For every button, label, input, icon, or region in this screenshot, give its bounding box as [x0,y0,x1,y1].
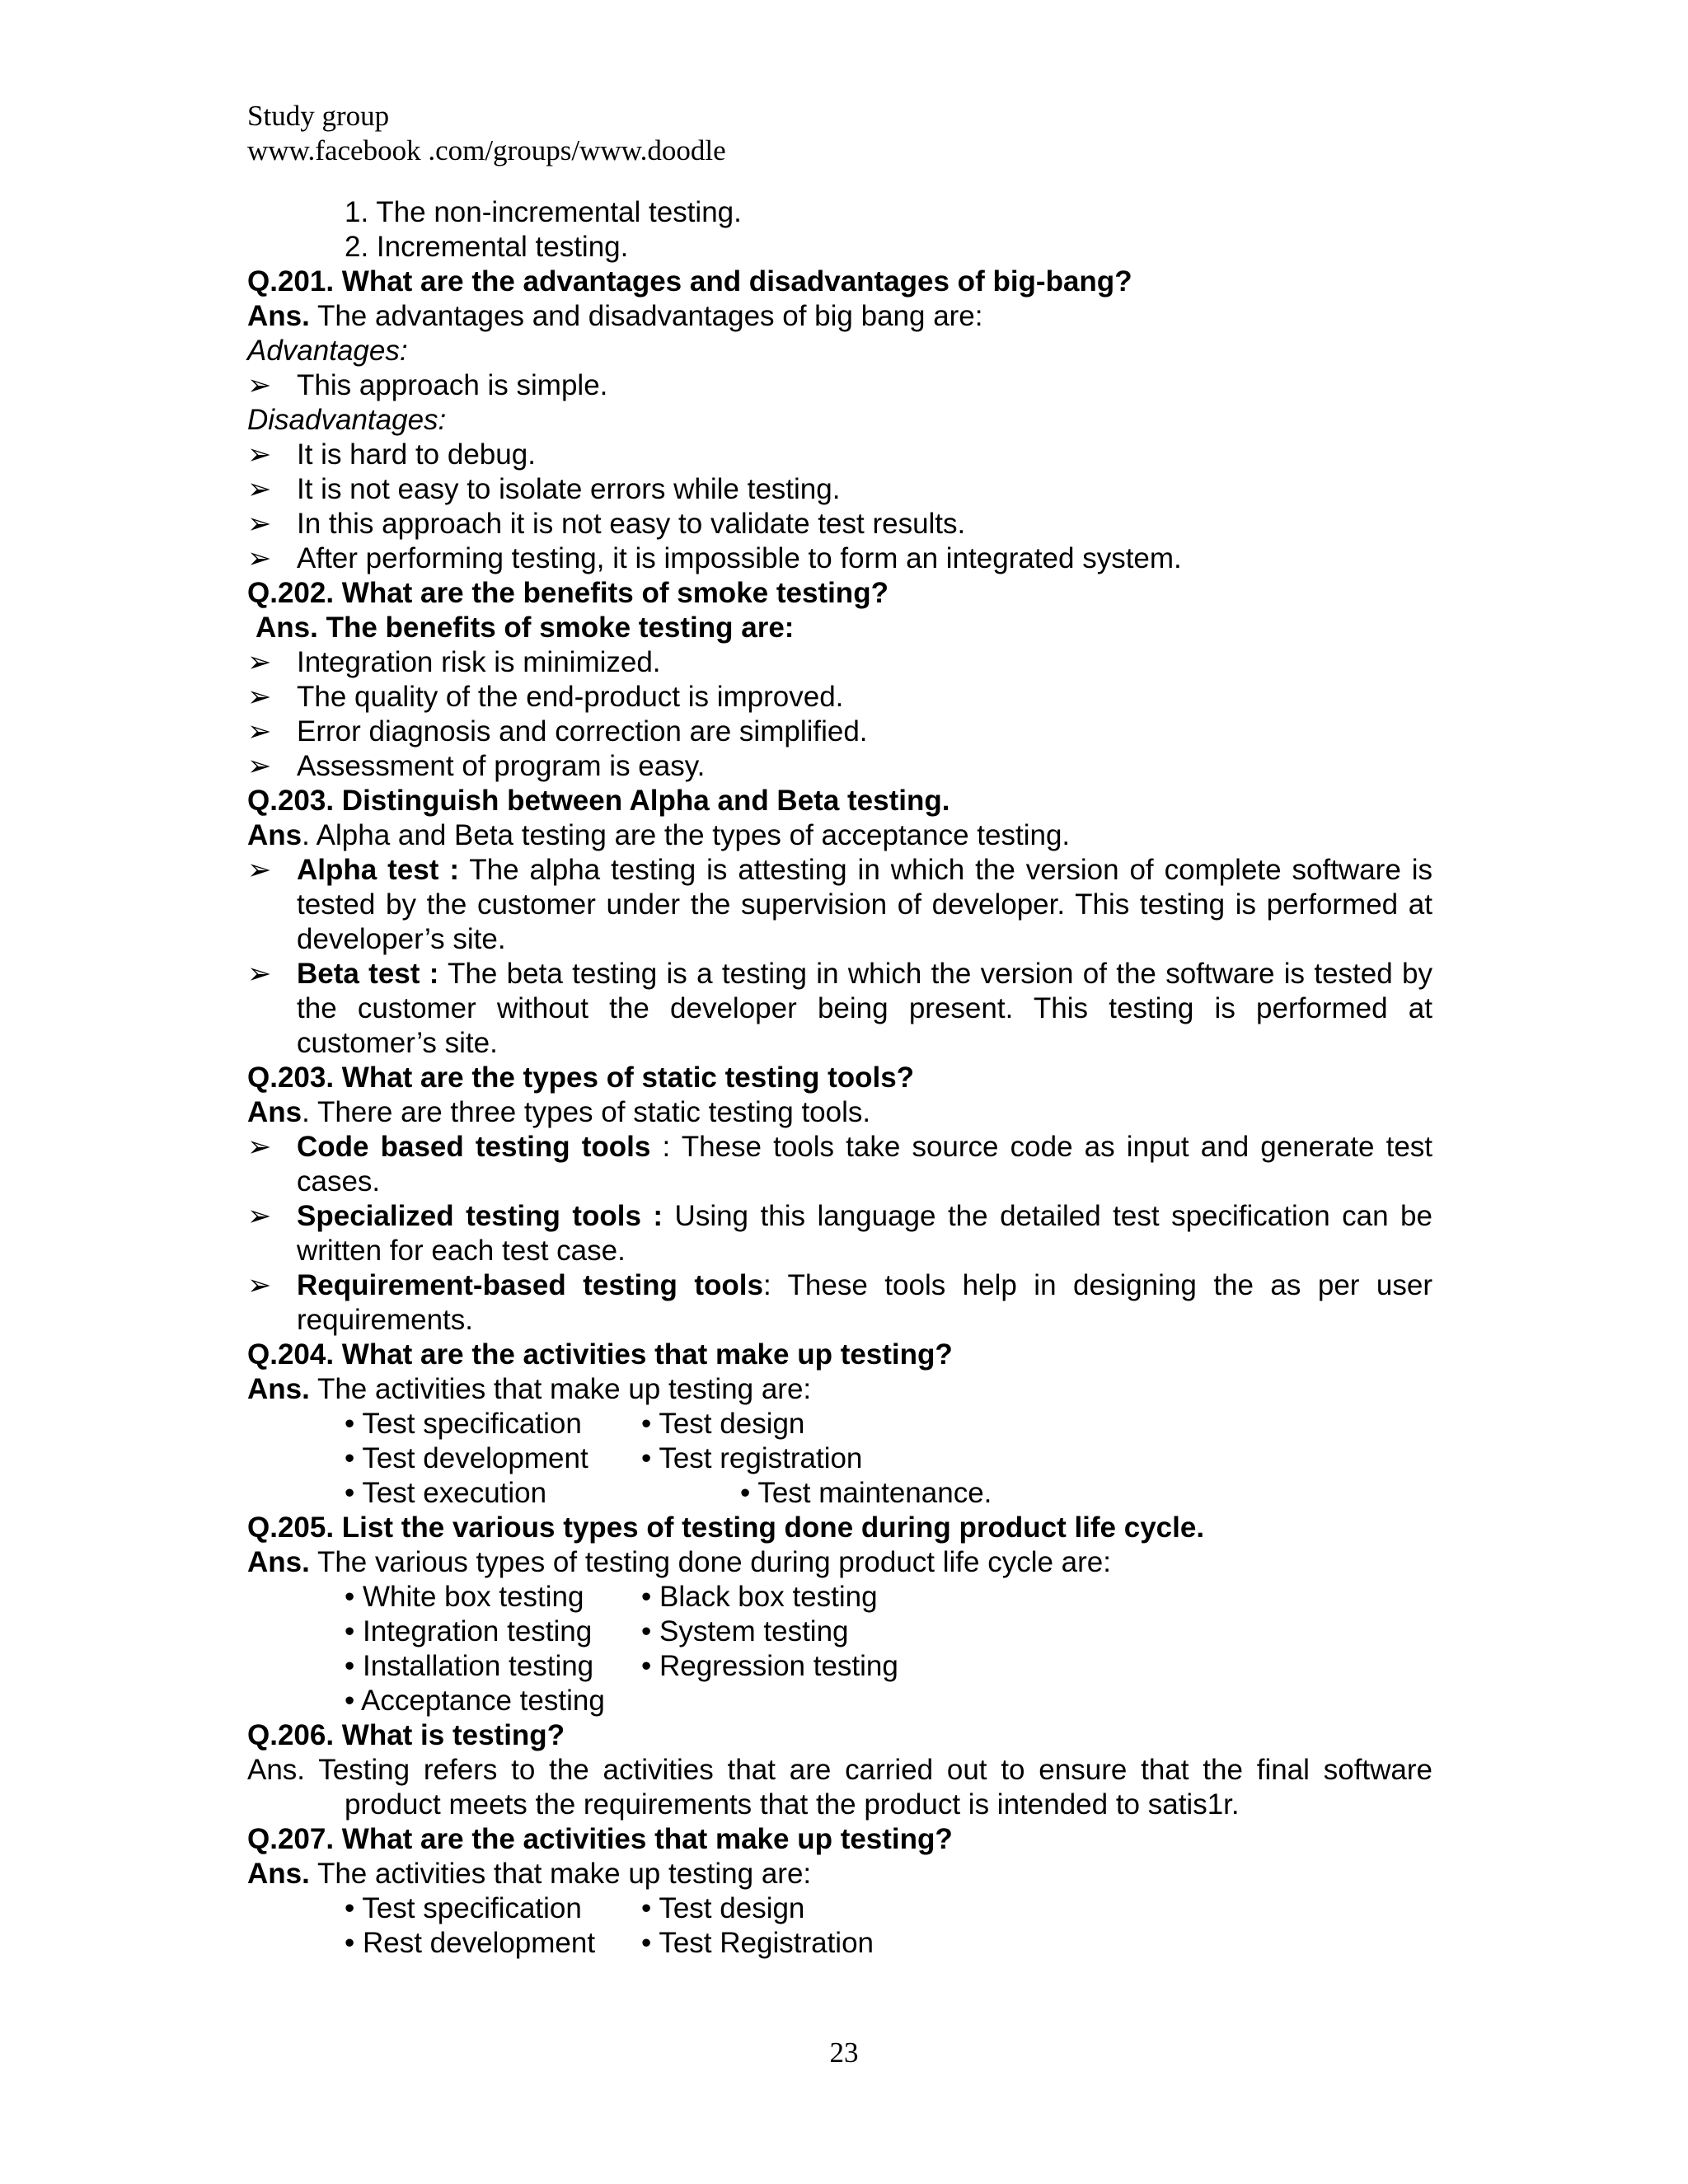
bullet-text: Error diagnosis and correction are simplified. [297,715,868,748]
list-item: • Test Registration [641,1927,874,1959]
bullet-item [247,472,1432,507]
bullet-paragraph [247,957,1432,1061]
answer-intro [247,1095,1432,1130]
question-heading: Q.204. What are the activities that make up testing? [247,1338,953,1371]
answer-text: The activities that make up testing are: [309,1858,812,1890]
bullet-paragraph [247,1268,1432,1338]
bullet-text: The alpha testing is attesting in which the version of complete software is tested by the customer under the supervision of developer. This testing is performed at developer’s site. [297,854,1432,955]
bullet-text: : These tools take source code as input and generate test cases. [297,1131,1433,1197]
arrow-bullet-icon: ➢ [247,369,272,401]
arrow-bullet-icon: ➢ [247,542,272,574]
question-heading: Q.203. Distinguish between Alpha and Beta testing. [247,785,950,817]
bullet-text: It is hard to debug. [297,438,536,471]
arrow-bullet-icon: ➢ [247,715,272,748]
bullet-paragraph [247,1130,1432,1199]
answer-intro [247,818,1432,853]
bullet-item [247,680,1432,715]
bullet-text: The quality of the end-product is improved. [297,681,844,713]
bullet-text: After performing testing, it is impossible to form an integrated system. [297,542,1182,574]
question-heading: Q.202. What are the benefits of smoke testing? [247,577,889,609]
bullet-item [247,507,1432,541]
advantages-label: Advantages: [247,335,408,367]
page-number: 23 [829,2036,859,2069]
header-group-url: www.facebook .com/groups/www.doodle [247,134,726,166]
list-item: • System testing [641,1615,849,1647]
arrow-bullet-icon: ➢ [247,1131,272,1163]
bullet-item [247,541,1432,576]
answer-intro [247,299,1432,334]
answer-intro [247,1372,1432,1407]
bullet-item [247,438,1432,472]
list-item: • Test specification [345,1408,582,1440]
list-item: • Test execution [345,1477,547,1509]
answer-label: Ans. [247,1373,310,1405]
list-item: • Test maintenance. [740,1477,992,1509]
list-item: 2. Incremental testing. [345,231,629,263]
list-item: • Rest development [345,1927,596,1959]
list-item: • Acceptance testing [345,1685,605,1717]
bullet-text: The beta testing is a testing in which the version of the software is tested by the customer without the developer being present. This testing is performed at customer’s site. [297,958,1432,1059]
bullet-text: Assessment of program is easy. [297,750,706,782]
answer-text: The various types of testing done during product life cycle are: [309,1546,1111,1578]
bullet-term: Specialized testing tools : [297,1200,663,1232]
arrow-bullet-icon: ➢ [247,508,272,540]
disadvantages-label: Disadvantages: [247,404,447,436]
answer-label: Ans. [247,1858,310,1890]
bullet-text: Integration risk is minimized. [297,646,661,678]
bullet-term: Requirement-based testing tools [297,1269,763,1301]
question-heading: Q.203. What are the types of static testing tools? [247,1062,915,1094]
arrow-bullet-icon: ➢ [247,1269,272,1301]
list-item: • Test design [641,1892,805,1924]
two-column-list [247,1407,1432,1511]
answer-text: . There are three types of static testing tools. [302,1096,871,1128]
arrow-bullet-icon: ➢ [247,438,272,471]
answer-label: Ans. [247,300,310,332]
bullet-item [247,715,1432,749]
bullet-item [247,645,1432,680]
bullet-item [247,749,1432,784]
answer-text: The advantages and disadvantages of big bang are: [309,300,983,332]
answer-intro [247,1545,1432,1580]
answer-label: Ans [247,819,302,851]
content [247,195,1432,1961]
bullet-text: : These tools help in designing the as per user requirements. [297,1269,1432,1336]
bullet-paragraph [247,853,1432,957]
answer-text: The activities that make up testing are: [309,1373,812,1405]
list-item: • Black box testing [641,1581,878,1613]
bullet-term: Beta test : [297,958,439,990]
arrow-bullet-icon: ➢ [247,854,272,886]
two-column-list [247,1891,1432,1961]
question-heading: Q.206. What is testing? [247,1719,565,1751]
list-item: • Installation testing [345,1650,594,1682]
answer-paragraph: Ans. Testing refers to the activities that are carried out to ensure that the final software product meets the requirements that the product is intended to satis1r. [247,1754,1432,1821]
list-item: • Integration testing [345,1615,593,1647]
list-item: • White box testing [345,1581,584,1613]
arrow-bullet-icon: ➢ [247,1200,272,1232]
list-item: • Test specification [345,1892,582,1924]
bullet-term: Code based testing tools [297,1131,651,1163]
two-column-list [247,1580,1432,1718]
arrow-bullet-icon: ➢ [247,681,272,713]
arrow-bullet-icon: ➢ [247,750,272,782]
arrow-bullet-icon: ➢ [247,646,272,678]
arrow-bullet-icon: ➢ [247,958,272,990]
bullet-text: Using this language the detailed test specification can be written for each test case. [297,1200,1432,1267]
list-item: • Test design [641,1408,805,1440]
bullet-text: In this approach it is not easy to validate test results. [297,508,966,540]
list-item: • Test registration [641,1442,863,1474]
question-heading: Q.201. What are the advantages and disadvantages of big-bang? [247,265,1132,298]
bullet-text: It is not easy to isolate errors while testing. [297,473,841,505]
arrow-bullet-icon: ➢ [247,473,272,505]
answer-intro: Ans. The benefits of smoke testing are: [256,612,795,644]
bullet-item [247,368,1432,403]
list-item [641,1684,1432,1718]
answer-label: Ans [247,1096,302,1128]
answer-label: Ans. [247,1546,310,1578]
list-item: • Test development [345,1442,588,1474]
bullet-text: This approach is simple. [297,369,608,401]
answer-text: . Alpha and Beta testing are the types of acceptance testing. [302,819,1071,851]
bullet-term: Alpha test : [297,854,459,886]
bullet-paragraph [247,1199,1432,1268]
question-heading: Q.205. List the various types of testing done during product life cycle. [247,1511,1205,1544]
list-item: • Regression testing [641,1650,898,1682]
question-heading: Q.207. What are the activities that make up testing? [247,1823,953,1855]
answer-intro [247,1857,1432,1891]
header-group-name: Study group [247,100,390,132]
list-item: 1. The non-incremental testing. [345,196,742,228]
